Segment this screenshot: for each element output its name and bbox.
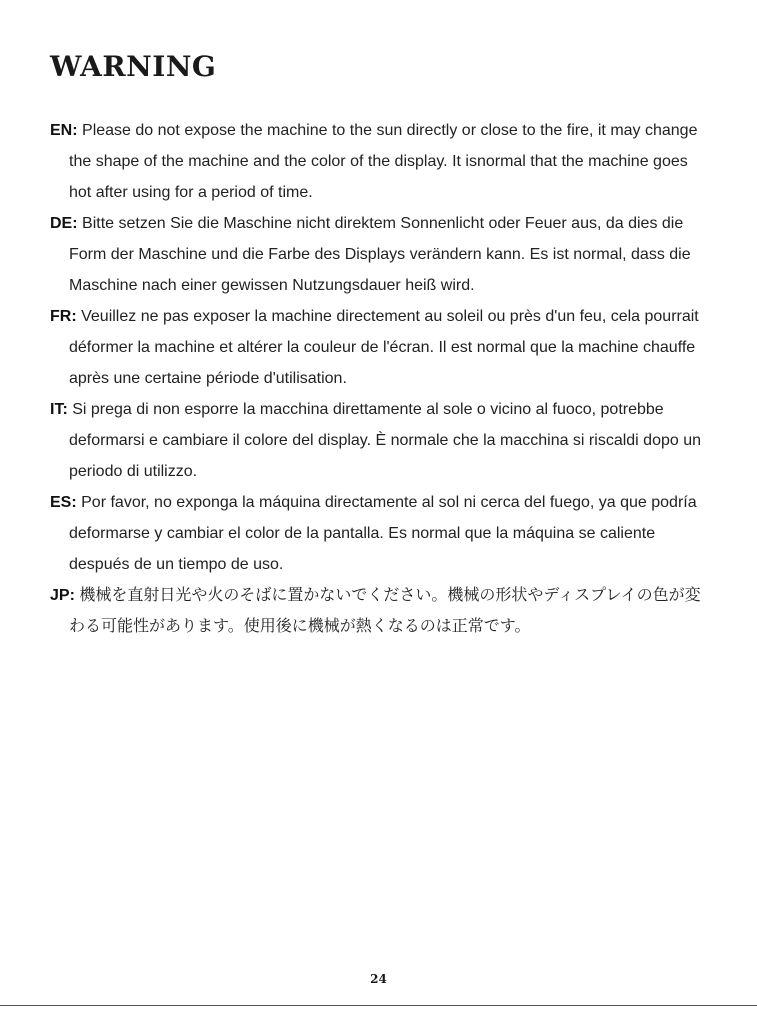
lang-code-it: IT: — [50, 401, 68, 418]
warning-de — [50, 208, 710, 301]
warning-text-de: Bitte setzen Sie die Maschine nicht direktem Sonnenlicht oder Feuer aus, da dies die Form der Maschine und die Farbe des Displays verändern kann. Es ist normal, dass die Maschine nach einer gewissen Nutzungsdauer heiß wird. — [69, 215, 691, 294]
lang-code-de: DE: — [50, 215, 78, 232]
warning-text-en: Please do not expose the machine to the sun directly or close to the fire, it may change the shape of the machine and the color of the display. It isnormal that the machine goes hot after using for a period of time. — [69, 122, 698, 201]
page-title: WARNING — [50, 50, 217, 83]
warning-text-es: Por favor, no exponga la máquina directamente al sol ni cerca del fuego, ya que podría deformarse y cambiar el color de la pantalla. Es normal que la máquina se caliente después de un tiempo de uso. — [69, 494, 697, 573]
lang-code-jp: JP: — [50, 587, 75, 604]
warning-fr — [50, 301, 710, 394]
page-number: 24 — [370, 972, 387, 986]
warning-es — [50, 487, 710, 580]
bottom-divider — [0, 1005, 757, 1006]
warning-en — [50, 115, 710, 208]
warning-it — [50, 394, 710, 487]
lang-code-fr: FR: — [50, 308, 77, 325]
warning-text-jp: 機械を直射日光や火のそばに置かないでください。機械の形状やディスプレイの色が変わる可能性があります。使用後に機械が熱くなるのは正常です。 — [69, 587, 701, 635]
warning-text-it: Si prega di non esporre la macchina direttamente al sole o vicino al fuoco, potrebbe deformarsi e cambiare il colore del display. È normale che la macchina si riscaldi dopo un periodo di utilizzo. — [69, 401, 701, 480]
warning-jp — [50, 580, 710, 642]
warning-list — [50, 115, 710, 642]
lang-code-en: EN: — [50, 122, 78, 139]
lang-code-es: ES: — [50, 494, 77, 511]
warning-text-fr: Veuillez ne pas exposer la machine directement au soleil ou près d'un feu, cela pourrait déformer la machine et altérer la couleur de l'écran. Il est normal que la machine chauffe après une certaine période d'utilisation. — [69, 308, 699, 387]
